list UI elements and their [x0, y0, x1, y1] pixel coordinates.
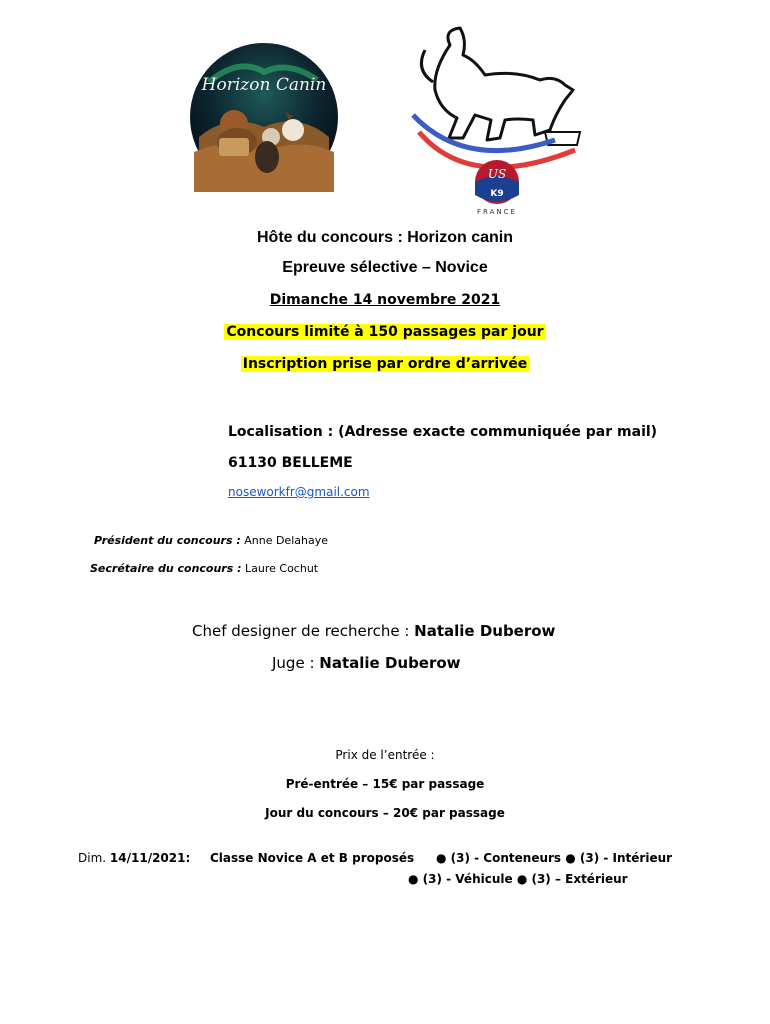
schedule-day-prefix: Dim. [78, 851, 107, 865]
us-k9-badge-top: US [487, 167, 507, 181]
secretary-line [90, 562, 318, 575]
judge-name: Natalie Duberow [319, 654, 461, 672]
schedule-date-value: 14/11/2021: [109, 851, 191, 865]
schedule-classes: Classe Novice A et B proposés [210, 851, 415, 865]
schedule-date [78, 851, 190, 865]
president-line [94, 534, 328, 547]
designer-name: Natalie Duberow [414, 622, 556, 640]
schedule-searches-line1: ● (3) - Conteneurs ● (3) - Intérieur [436, 851, 673, 865]
secretary-label: Secrétaire du concours : [90, 562, 242, 575]
horizon-canin-logo [189, 42, 339, 192]
us-k9-france-logo [405, 20, 590, 215]
contact-email-text[interactable]: noseworkfr@gmail.com [228, 485, 370, 499]
event-inscription [0, 356, 770, 372]
event-limit [0, 324, 770, 340]
contact-email-link[interactable] [228, 485, 370, 499]
location-line: Localisation : (Adresse exacte communiquée par mail) [228, 424, 658, 440]
designer-label: Chef designer de recherche : [192, 622, 410, 640]
president-label: Président du concours : [94, 534, 241, 547]
event-date: Dimanche 14 novembre 2021 [269, 292, 501, 308]
horizon-canin-logo-text: Horizon Canin [201, 75, 327, 95]
secretary-name: Laure Cochut [245, 562, 319, 575]
host-title: Hôte du concours : Horizon canin [256, 229, 513, 246]
judge-label: Juge : [272, 654, 315, 672]
event-limit-text: Concours limité à 150 passages par jour [226, 324, 544, 340]
us-k9-badge-sub: K9 [490, 189, 504, 199]
us-k9-caption: FRANCE [477, 208, 517, 215]
price-day-of: Jour du concours – 20€ par passage [265, 806, 505, 820]
location-postcode: 61130 BELLEME [228, 455, 353, 471]
president-name: Anne Delahaye [244, 534, 328, 547]
designer-line [192, 622, 555, 640]
event-title: Epreuve sélective – Novice [282, 259, 488, 276]
price-title: Prix de l’entrée : [335, 748, 435, 762]
judge-line [272, 654, 461, 672]
price-pre-entry: Pré-entrée – 15€ par passage [285, 777, 485, 791]
schedule-searches-line2: ● (3) - Véhicule ● (3) – Extérieur [408, 872, 628, 886]
event-inscription-text: Inscription prise par ordre d’arrivée [242, 356, 528, 372]
